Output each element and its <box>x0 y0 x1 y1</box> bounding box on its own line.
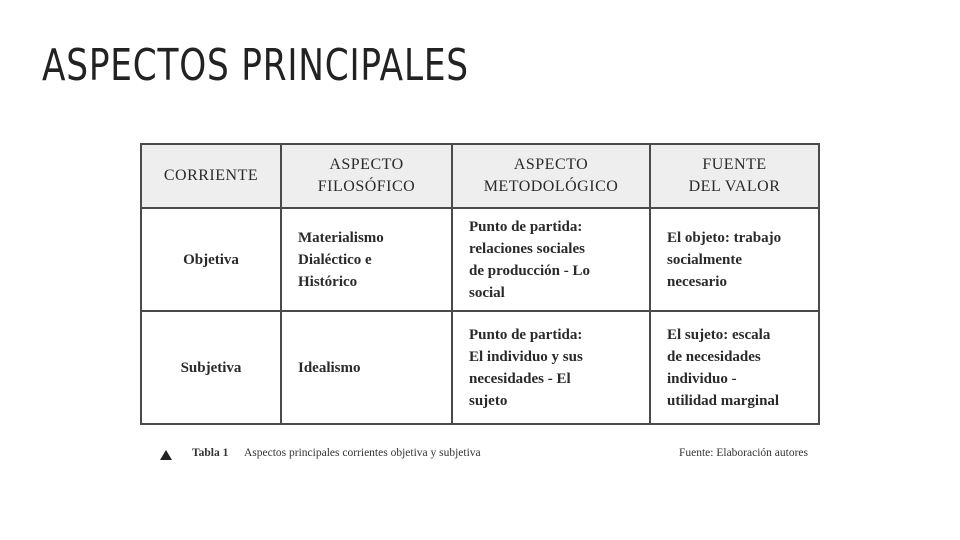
caption-text: Aspectos principales corrientes objetiva y subjetiva <box>244 447 481 459</box>
cell-fuente-del-valor: El objeto: trabajo socialmente necesario <box>650 208 819 311</box>
cell-corriente: Subjetiva <box>141 311 281 424</box>
cell-aspecto-filosofico: Materialismo Dialéctico e Histórico <box>281 208 452 311</box>
header-aspecto-filosofico: ASPECTO FILOSÓFICO <box>281 144 452 208</box>
triangle-up-icon <box>160 450 172 460</box>
cell-fuente-del-valor: El sujeto: escala de necesidades individuo - utilidad marginal <box>650 311 819 424</box>
header-fuente-del-valor: FUENTE DEL VALOR <box>650 144 819 208</box>
slide-title: ASPECTOS PRINCIPALES <box>42 40 469 91</box>
cell-aspecto-metodologico: Punto de partida: relaciones sociales de producción - Lo social <box>452 208 650 311</box>
aspects-table <box>140 143 820 425</box>
table-header-row <box>141 144 819 208</box>
table-row-objetiva <box>141 208 819 311</box>
table-caption <box>140 447 818 467</box>
header-corriente: CORRIENTE <box>141 144 281 208</box>
table-figure <box>140 143 818 467</box>
caption-label: Tabla 1 <box>192 447 229 459</box>
table-row-subjetiva <box>141 311 819 424</box>
header-aspecto-metodologico: ASPECTO METODOLÓGICO <box>452 144 650 208</box>
caption-source: Fuente: Elaboración autores <box>678 447 808 459</box>
cell-aspecto-metodologico: Punto de partida: El individuo y sus necesidades - El sujeto <box>452 311 650 424</box>
cell-aspecto-filosofico: Idealismo <box>281 311 452 424</box>
cell-corriente: Objetiva <box>141 208 281 311</box>
